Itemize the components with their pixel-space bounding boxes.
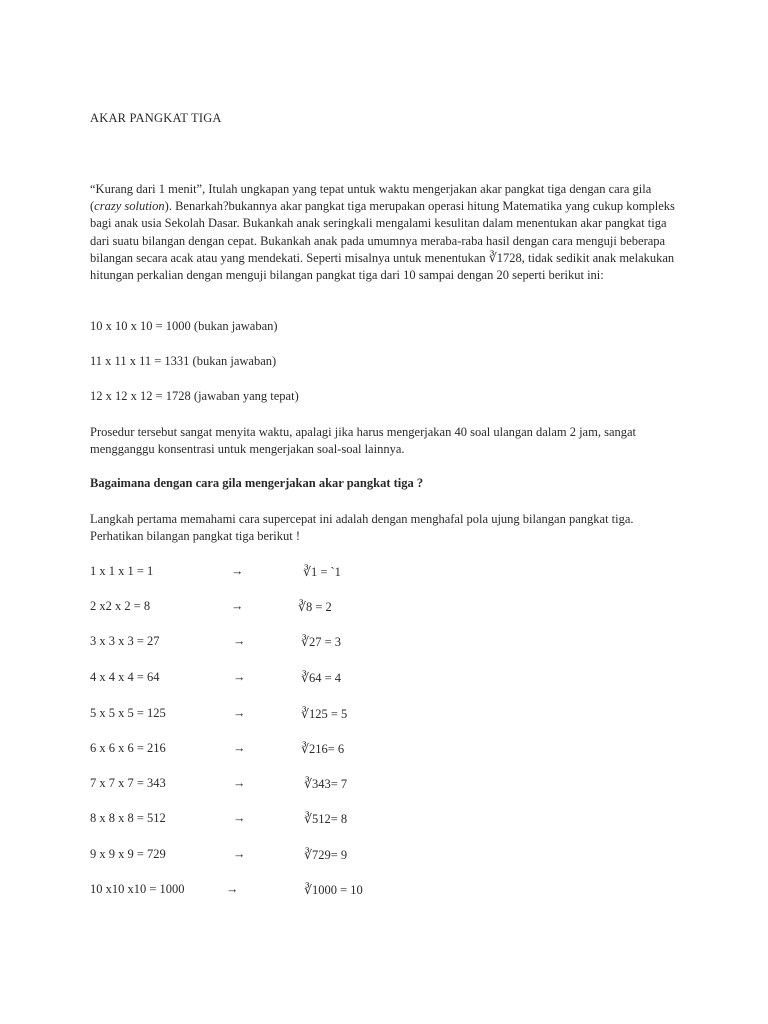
intro-italic: crazy solution — [94, 199, 165, 214]
cube-expression: 8 x 8 x 8 = 512 — [90, 811, 166, 825]
cube-row — [0, 811, 768, 829]
arrow-icon: → — [233, 776, 246, 790]
cube-expression: 2 x2 x 2 = 8 — [90, 599, 151, 613]
cube-expression: 6 x 6 x 6 = 216 — [90, 741, 166, 755]
cube-expression: 7 x 7 x 7 = 343 — [90, 776, 166, 790]
example-line-2: 11 x 11 x 11 = 1331 (bukan jawaban) — [90, 354, 277, 368]
cube-row — [0, 882, 768, 900]
procedure-paragraph: Prosedur tersebut sangat menyita waktu, apalagi jika harus mengerjakan 40 soal ulangan dalam 2 jam, sangat mengganggu konsentrasi untuk mengerjakan soal-soal lainnya. — [90, 425, 637, 457]
arrow-icon: → — [226, 882, 239, 896]
intro-text-1: “Kurang dari 1 menit”, Itulah ungkapan yang tepat untuk waktu mengerjakan akar pangkat tiga dengan cara gila ( — [90, 182, 652, 214]
cube-root-result: ∛216= 6 — [301, 742, 345, 756]
example-line-1: 10 x 10 x 10 = 1000 (bukan jawaban) — [90, 319, 278, 333]
arrow-icon: → — [233, 811, 246, 825]
cube-expression: 10 x10 x10 = 1000 — [90, 882, 185, 896]
cube-row — [0, 847, 768, 865]
section-heading: Bagaimana dengan cara gila mengerjakan akar pangkat tiga ? — [90, 476, 424, 490]
cube-row — [0, 776, 768, 794]
arrow-icon: → — [233, 706, 246, 720]
cube-expression: 1 x 1 x 1 = 1 — [90, 564, 154, 578]
cube-row — [0, 634, 768, 652]
arrow-icon: → — [233, 741, 246, 755]
cube-expression: 4 x 4 x 4 = 64 — [90, 670, 160, 684]
document-title: AKAR PANGKAT TIGA — [90, 111, 222, 125]
arrow-icon: → — [233, 847, 246, 861]
example-line-3: 12 x 12 x 12 = 1728 (jawaban yang tepat) — [90, 389, 299, 403]
cube-row — [0, 670, 768, 688]
arrow-icon: → — [231, 599, 244, 613]
cube-root-result: ∛512= 8 — [304, 812, 348, 826]
cube-row — [0, 599, 768, 617]
arrow-icon: → — [233, 634, 246, 648]
intro-paragraph — [90, 181, 680, 284]
cube-root-result: ∛1 = `1 — [303, 565, 341, 579]
cube-root-result: ∛8 = 2 — [298, 600, 332, 614]
intro-text-2: ). Benarkah?bukannya akar pangkat tiga merupakan operasi hitung Matematika yang cukup kompleks bagi anak usia Sekolah Dasar. Bukankah anak seringkali mengalami kesulitan dalam menentukan akar pangkat tiga dari suatu bilangan dengan cepat. Bukankah anak pada umumnya meraba-raba hasil dengan cara menguji beberapa bilangan secara acak atau yang mendekati. Seperti misalnya untuk menentukan ∛1728, tidak sedikit anak melakukan hitungan perkalian dengan menguji bilangan pangkat tiga dari 10 sampai dengan 20 seperti berikut ini: — [90, 199, 675, 283]
cube-expression: 9 x 9 x 9 = 729 — [90, 847, 166, 861]
cube-row — [0, 564, 768, 582]
cube-root-result: ∛729= 9 — [304, 848, 348, 862]
cube-row — [0, 706, 768, 724]
arrow-icon: → — [231, 564, 244, 578]
cube-root-result: ∛64 = 4 — [301, 671, 342, 685]
step-paragraph: Langkah pertama memahami cara supercepat ini adalah dengan menghafal pola ujung bilangan pangkat tiga. Perhatikan bilangan pangkat tiga berikut ! — [90, 512, 634, 544]
cube-expression: 3 x 3 x 3 = 27 — [90, 634, 160, 648]
cube-root-result: ∛343= 7 — [304, 777, 348, 791]
cube-row — [0, 741, 768, 759]
arrow-icon: → — [233, 670, 246, 684]
cube-root-result: ∛27 = 3 — [301, 635, 342, 649]
cube-root-result: ∛125 = 5 — [301, 707, 348, 721]
cube-expression: 5 x 5 x 5 = 125 — [90, 706, 166, 720]
cube-root-result: ∛1000 = 10 — [304, 883, 363, 897]
